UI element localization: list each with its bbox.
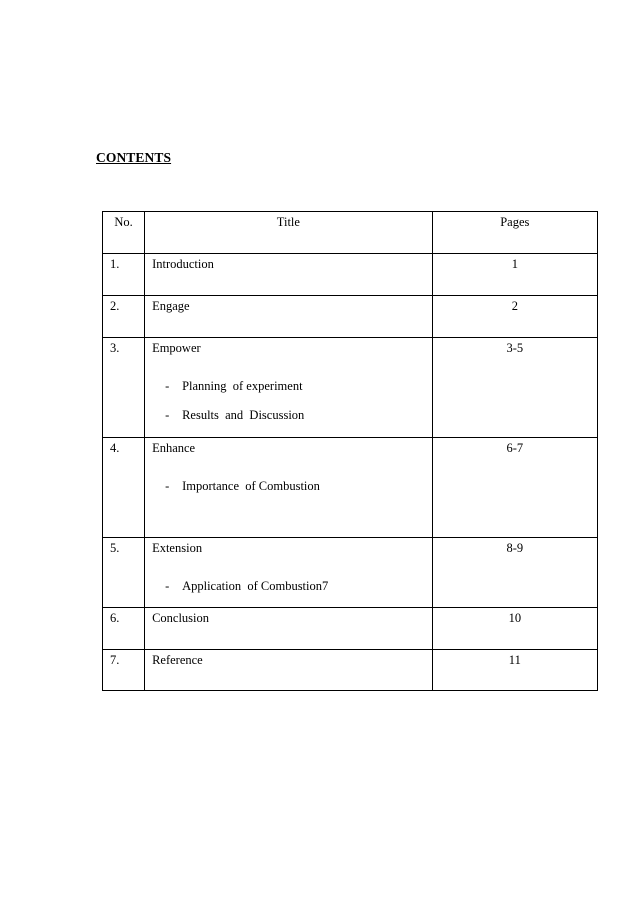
row-pages: 11 bbox=[508, 653, 521, 667]
bullet-dash: - bbox=[165, 479, 170, 493]
row-no: 6. bbox=[110, 611, 120, 625]
row-no: 2. bbox=[110, 299, 120, 313]
sub-item bbox=[165, 408, 432, 423]
header-title-label: Title bbox=[276, 215, 300, 229]
header-pages-label: Pages bbox=[500, 215, 530, 229]
sub-item bbox=[165, 579, 432, 594]
row-no: 7. bbox=[110, 653, 120, 667]
row-no: 1. bbox=[110, 257, 120, 271]
row-pages: 3-5 bbox=[506, 341, 524, 355]
table-header-row bbox=[103, 212, 598, 254]
contents-table bbox=[102, 211, 598, 691]
table-row bbox=[103, 650, 598, 691]
table-row bbox=[103, 538, 598, 608]
row-title: Reference bbox=[152, 653, 203, 667]
sub-item-label: Results and Discussion bbox=[182, 408, 305, 422]
row-no: 5. bbox=[110, 541, 120, 555]
row-title: Extension bbox=[152, 541, 203, 555]
sub-item bbox=[165, 379, 432, 394]
bullet-dash: - bbox=[165, 579, 170, 593]
row-no: 3. bbox=[110, 341, 120, 355]
row-title: Engage bbox=[152, 299, 190, 313]
row-title: Enhance bbox=[152, 441, 196, 455]
table-row bbox=[103, 296, 598, 338]
page-title: CONTENTS bbox=[96, 150, 172, 165]
bullet-dash: - bbox=[165, 379, 170, 393]
row-pages: 10 bbox=[508, 611, 522, 625]
row-title: Conclusion bbox=[152, 611, 210, 625]
row-pages: 2 bbox=[511, 299, 518, 313]
row-title: Empower bbox=[152, 341, 201, 355]
row-no: 4. bbox=[110, 441, 120, 455]
header-pages bbox=[432, 212, 597, 254]
row-title: Introduction bbox=[152, 257, 214, 271]
table-row bbox=[103, 608, 598, 650]
sub-item bbox=[165, 479, 432, 494]
header-no-label: No. bbox=[114, 215, 133, 229]
sub-item-label: Application of Combustion7 bbox=[182, 579, 329, 593]
row-pages: 8-9 bbox=[506, 541, 524, 555]
row-pages: 6-7 bbox=[506, 441, 524, 455]
row-pages: 1 bbox=[511, 257, 518, 271]
table-row bbox=[103, 254, 598, 296]
table-row bbox=[103, 338, 598, 438]
sub-item-label: Planning of experiment bbox=[182, 379, 303, 393]
header-title bbox=[145, 212, 433, 254]
sub-item-label: Importance of Combustion bbox=[182, 479, 320, 493]
bullet-dash: - bbox=[165, 408, 170, 422]
header-no bbox=[103, 212, 145, 254]
table-row bbox=[103, 438, 598, 538]
